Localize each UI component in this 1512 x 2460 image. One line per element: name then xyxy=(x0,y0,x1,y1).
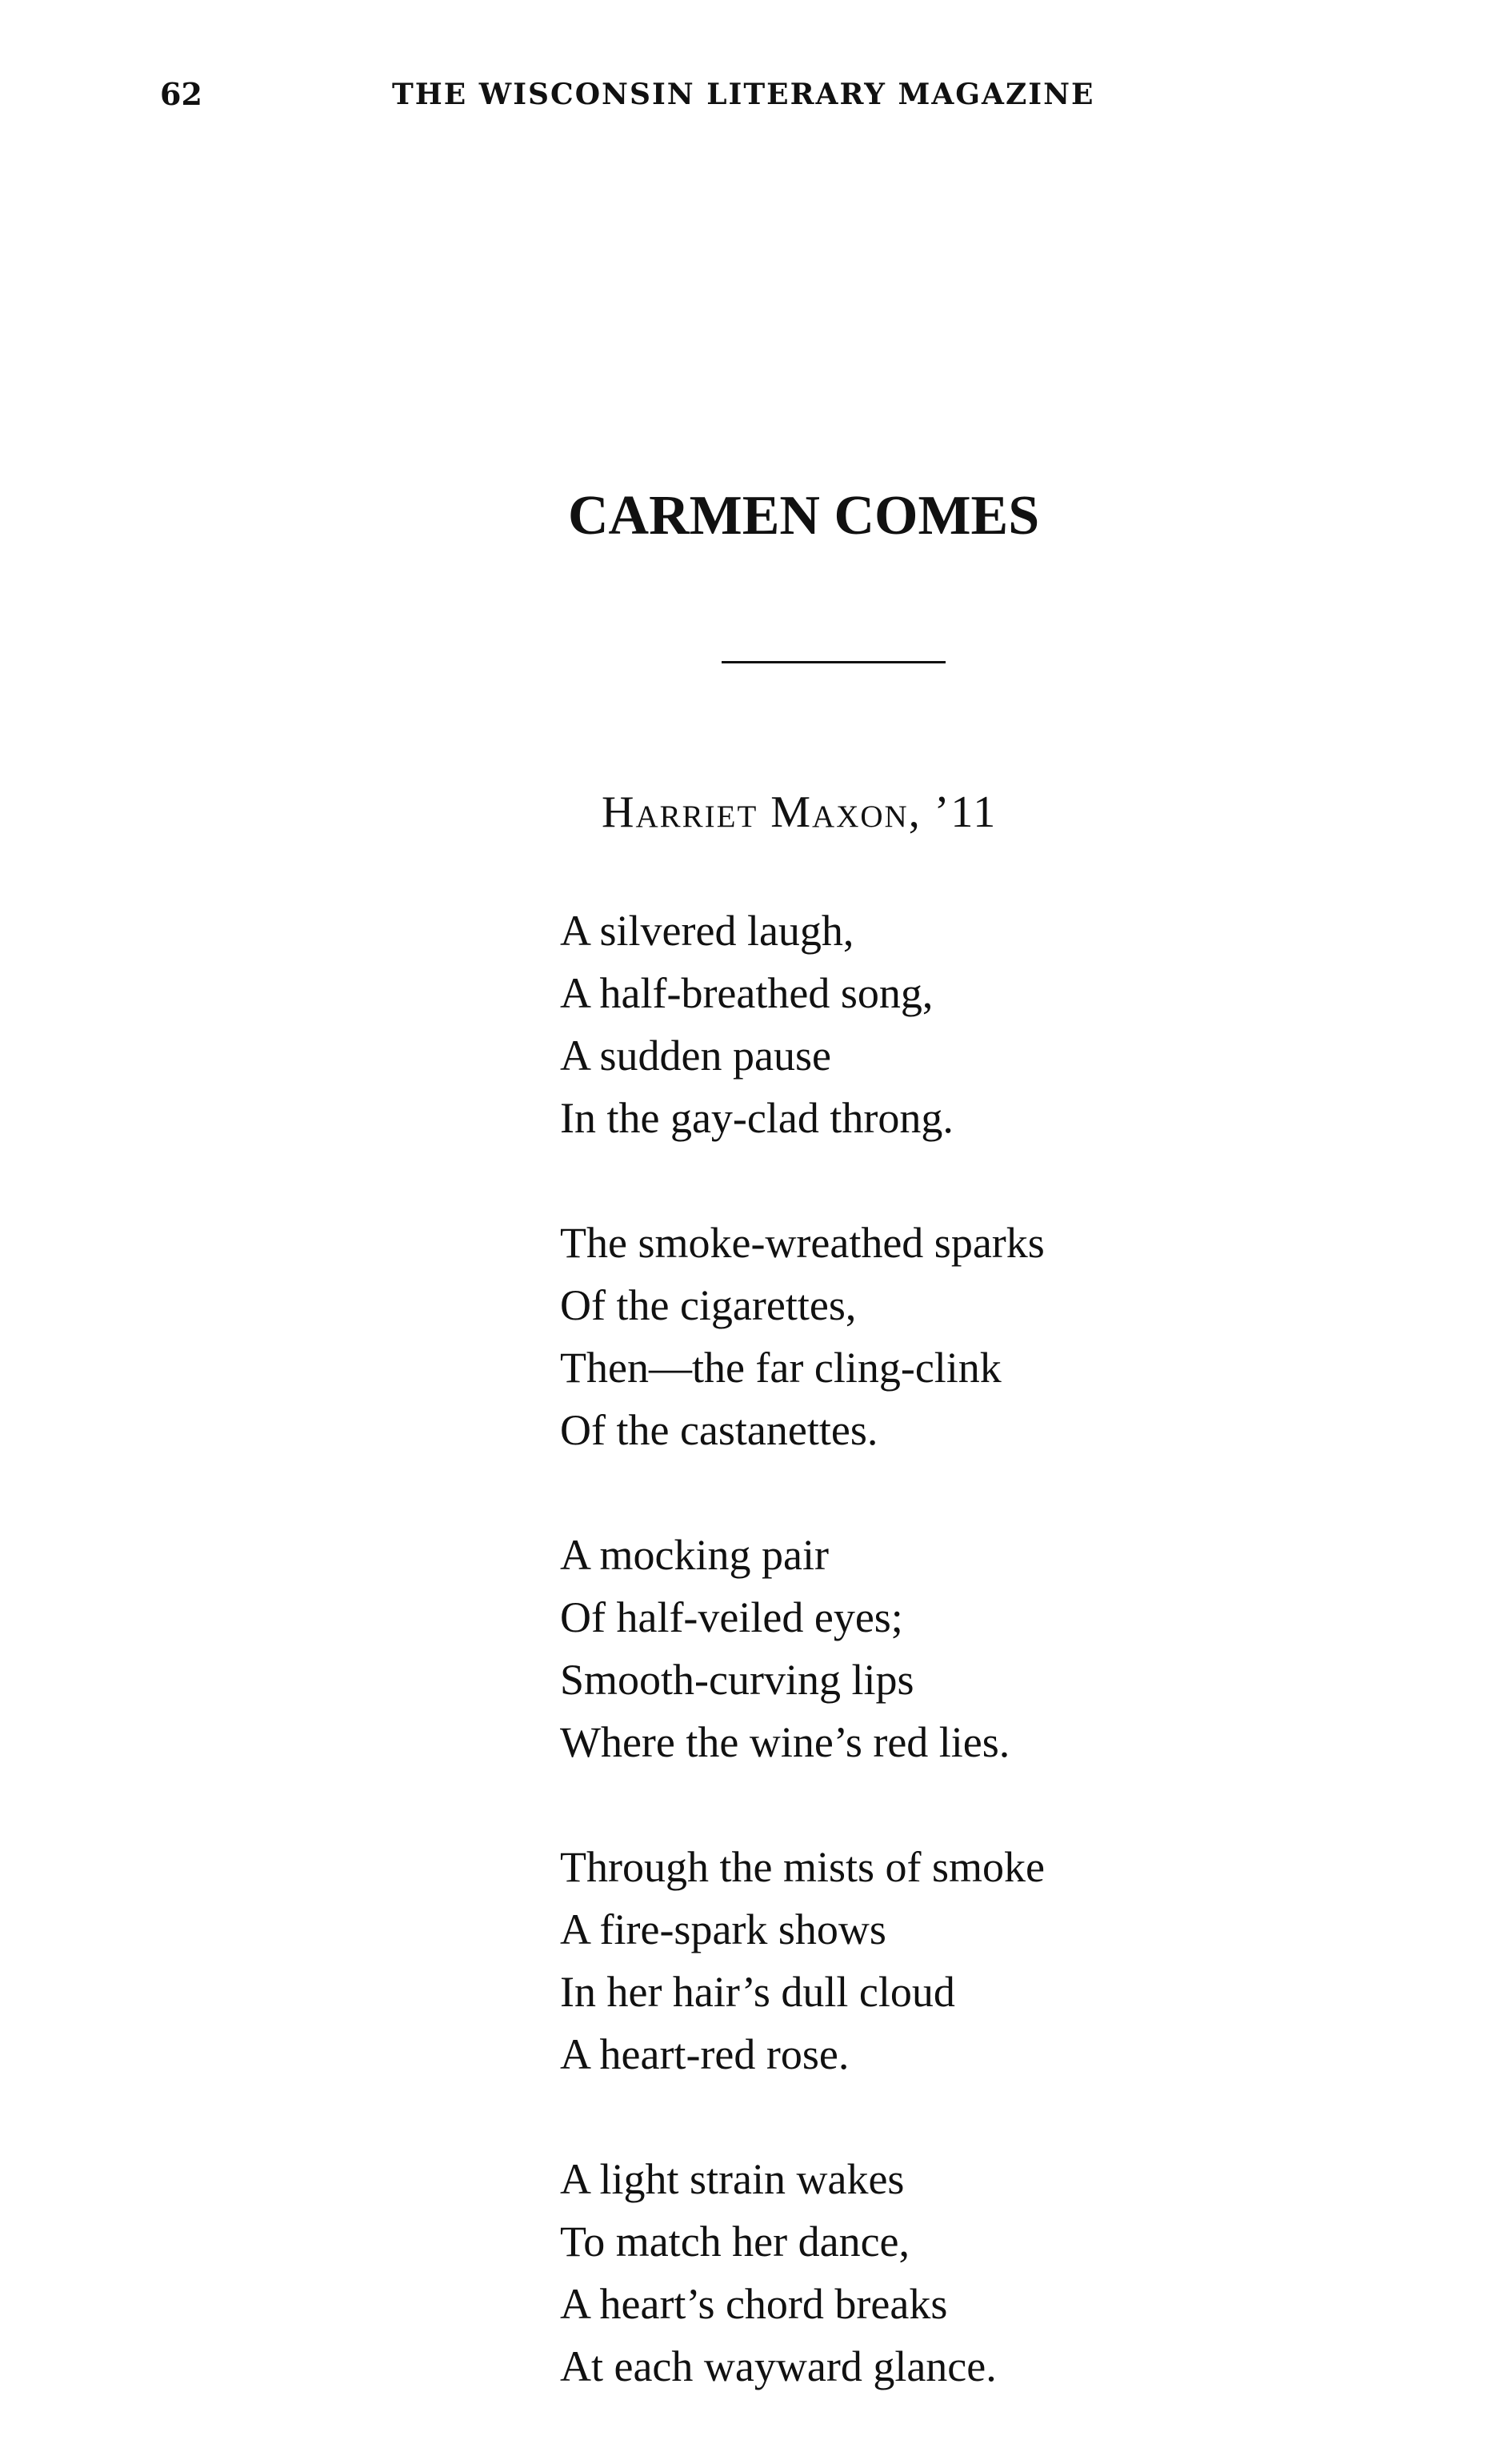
poem-line: Of half-veiled eyes; xyxy=(560,1593,903,1641)
poem-line: A silvered laugh, xyxy=(560,907,854,955)
journal-title: THE WISCONSIN LITERARY MAGAZINE xyxy=(392,78,1095,111)
poem-line: At each wayward glance. xyxy=(560,2342,997,2390)
poem-line: A half-breathed song, xyxy=(560,969,934,1017)
poem-line: Where the wine’s red lies. xyxy=(560,1718,1010,1766)
poem-line: Through the mists of smoke xyxy=(560,1843,1045,1891)
poem-line: Of the castanettes. xyxy=(560,1406,878,1454)
author-byline: Harriet Maxon, ’11 xyxy=(602,787,998,837)
poem-line: A heart’s chord breaks xyxy=(560,2280,948,2328)
poem-line: Smooth-curving lips xyxy=(560,1656,914,1704)
stanza xyxy=(560,2148,1280,2398)
poem-line: A light strain wakes xyxy=(560,2155,905,2203)
poem-line: A sudden pause xyxy=(560,1032,831,1080)
poem-line: In the gay-clad throng. xyxy=(560,1094,954,1142)
title-rule xyxy=(722,661,946,663)
stanza xyxy=(560,899,1280,1149)
stanza xyxy=(560,1212,1280,1461)
poem-line: Then—the far cling-clink xyxy=(560,1344,1002,1392)
stanza xyxy=(560,1524,1280,1773)
poem-line: A mocking pair xyxy=(560,1531,829,1579)
poem-body xyxy=(560,899,1280,2460)
poem-line: Of the cigarettes, xyxy=(560,1281,857,1329)
poem-line: A heart-red rose. xyxy=(560,2030,850,2078)
poem-title: CARMEN COMES xyxy=(568,485,1040,547)
stanza xyxy=(560,1836,1280,2085)
page-number: 62 xyxy=(160,76,202,112)
poem-line: A fire-spark shows xyxy=(560,1905,886,1953)
poem-line: To match her dance, xyxy=(560,2218,910,2266)
poem-line: In her hair’s dull cloud xyxy=(560,1968,955,2016)
poem-line: The smoke-wreathed sparks xyxy=(560,1219,1045,1267)
running-head xyxy=(0,70,1512,118)
